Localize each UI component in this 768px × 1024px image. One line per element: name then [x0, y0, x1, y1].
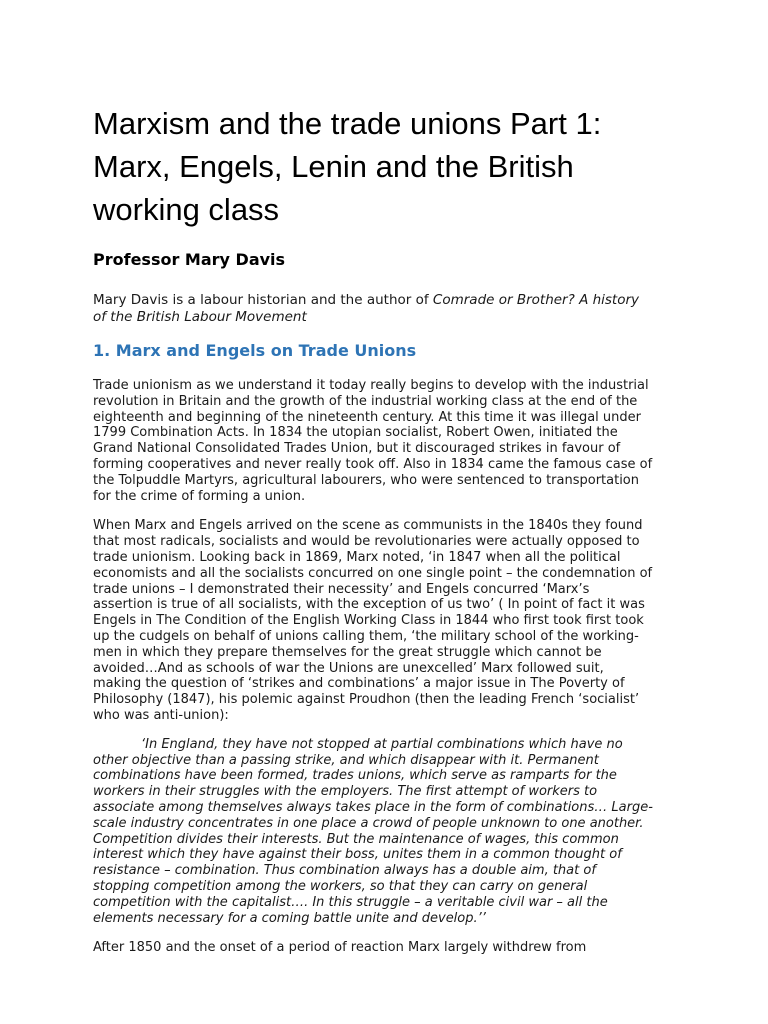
paragraph-2: When Marx and Engels arrived on the scene as communists in the 1840s they found that most radicals, socialists and would be revolutionaries were actually opposed to trade unionism. Looking back in 1869, Marx noted, ‘in 1847 when all the political economists and all the socialists concurred on one single point – the condemnation of trade unions – I demonstrated their necessity’ and Engels concurred ‘Marx’s assertion is true of all socialists, with the exception of us two’ ( In point of fact it was Engels in The Condition of the English Working Class in 1844 who first took first took up the cudgels on behalf of unions calling them, ‘the military school of the working-men in which they prepare themselves for the great struggle which cannot be avoided…And as schools of war the Unions are unexcelled’ Marx followed suit, making the question of ‘strikes and combinations’ a major issue in The Poverty of Philosophy (1847), his polemic against Proudhon (then the leading French ‘socialist’ who was anti-union): [93, 518, 653, 723]
block-quote: ‘In England, they have not stopped at partial combinations which have no other objective than a passing strike, and which disappear with it. Permanent combinations have been formed, trades unions, which serve as ramparts for the workers in their struggles with the employers. The first attempt of workers to associate among themselves always takes place in the form of combinations… Large-scale industry concentrates in one place a crowd of people unknown to one another. Competition divides their interests. But the maintenance of wages, this common interest which they have against their boss, unites them in a common thought of resistance – combination. Thus combination always has a double aim, that of stopping competition among the workers, so that they can carry on general competition with the capitalist…. In this struggle – a veritable civil war – all the elements necessary for a coming battle unite and develop.’’ [93, 736, 653, 926]
document-body [93, 102, 653, 956]
author-name: Professor Mary Davis [93, 250, 286, 269]
document-title: Marxism and the trade unions Part 1: Marx, Engels, Lenin and the British working class [93, 106, 602, 227]
author-bio [93, 292, 653, 326]
paragraph-1: Trade unionism as we understand it today really begins to develop with the industrial revolution in Britain and the growth of the industrial working class at the end of the eighteenth and beginning of the nineteenth century. At this time it was illegal under 1799 Combination Acts. In 1834 the utopian socialist, Robert Owen, initiated the Grand National Consolidated Trades Union, but it discouraged strikes in favour of forming cooperatives and never really took off. Also in 1834 came the famous case of the Tolpuddle Martyrs, agricultural labourers, who were sentenced to transportation for the crime of forming a union. [93, 378, 653, 504]
bio-book-title: Comrade or Brother? A history of the British Labour Movement [93, 292, 640, 325]
bio-text: Mary Davis is a labour historian and the author of [93, 292, 433, 308]
paragraph-3: After 1850 and the onset of a period of reaction Marx largely withdrew from [93, 940, 587, 956]
section-heading: 1. Marx and Engels on Trade Unions [93, 341, 417, 360]
